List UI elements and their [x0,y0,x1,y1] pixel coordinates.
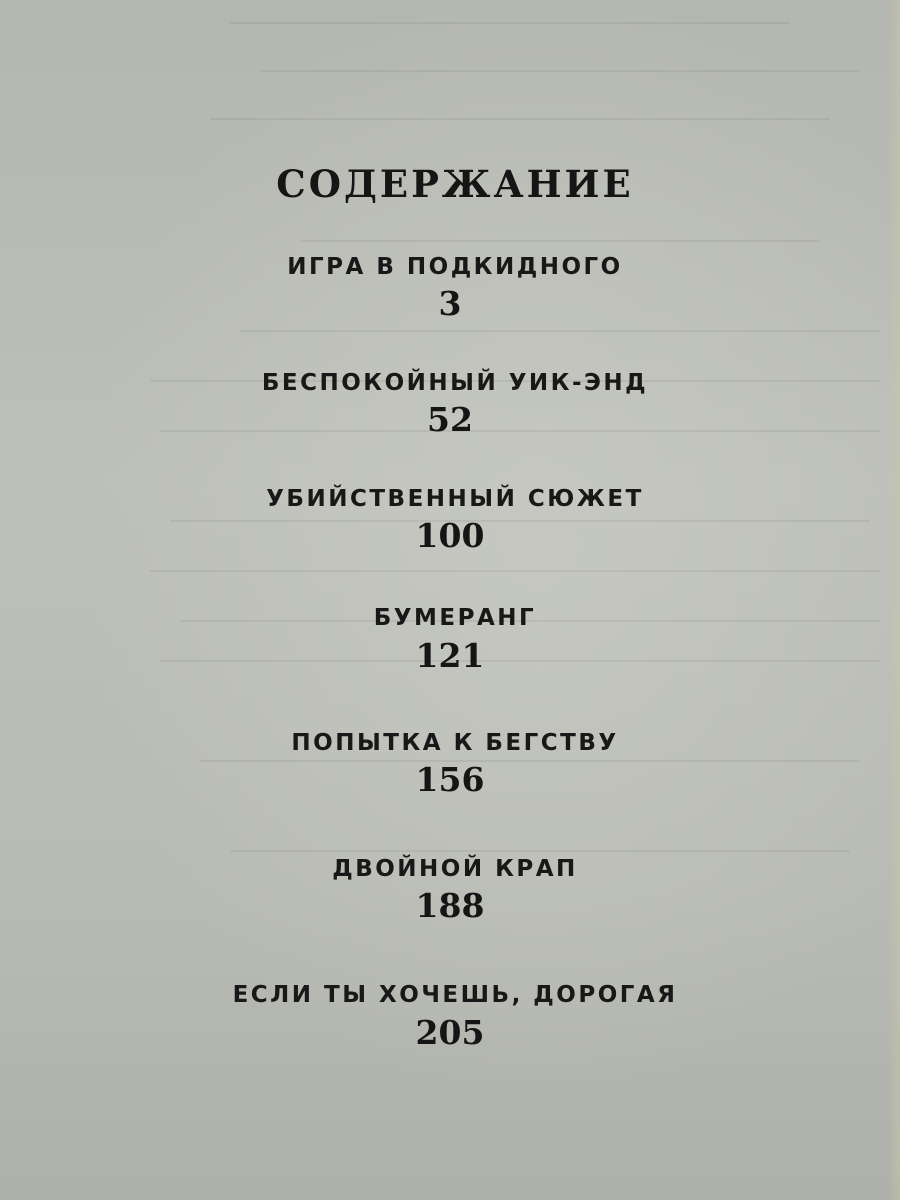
toc-entry-page: 205 [415,1013,485,1052]
toc-entry-title: УБИЙСТВЕННЫЙ СЮЖЕТ [266,486,644,512]
toc-entry-title: БЕСПОКОЙНЫЙ УИК-ЭНД [261,370,649,396]
toc-entry-title: ИГРА В ПОДКИДНОГО [287,254,623,280]
toc-entry-page: 52 [427,400,473,439]
contents-heading: СОДЕРЖАНИЕ [276,162,634,206]
toc-entry-page: 3 [438,284,462,323]
toc-entry-title: ЕСЛИ ТЫ ХОЧЕШЬ, ДОРОГАЯ [232,982,678,1008]
toc-entry-title: ДВОЙНОЙ КРАП [332,856,578,882]
toc-entry-title: ПОПЫТКА К БЕГСТВУ [291,730,619,756]
toc-entry-page: 156 [415,760,485,799]
toc-entry-page: 100 [415,516,485,555]
toc-entry-title: БУМЕРАНГ [373,605,537,631]
toc-entry-page: 121 [415,636,485,675]
toc-entry-page: 188 [415,886,485,925]
